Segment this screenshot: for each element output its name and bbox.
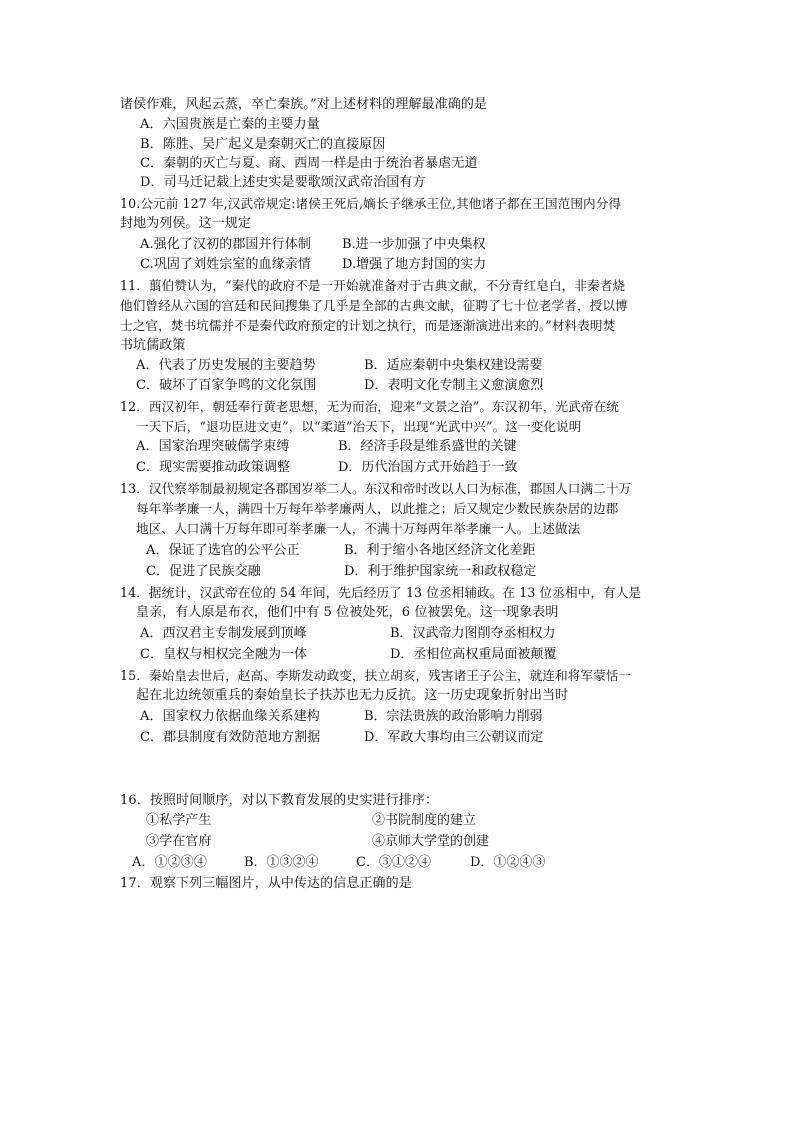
q12-option-d: D．历代治国方式开始趋于一致	[338, 460, 518, 475]
q9-option-c: C．秦朝的灭亡与夏、商、西周一样是由于统治者暴虐无道	[140, 156, 478, 171]
q11-stem-line2: 他们曾经从六国的宫廷和民间搜集了几乎是全部的古典文献，征聘了七十位老学者，授以博	[120, 298, 628, 313]
q14-option-c: C．皇权与相权完全融为一体	[140, 647, 308, 662]
q11-stem-line3: 士之官，焚书坑儒并不是秦代政府预定的计划之执行，而是逐渐演进出来的。”材料表明焚	[120, 318, 616, 333]
q10-option-c: C.巩固了刘姓宗室的血缘亲情	[140, 257, 312, 272]
q13-option-b: B．利于缩小各地区经济文化差距	[344, 543, 536, 558]
q11-stem-line4: 书坑儒政策	[120, 338, 186, 353]
q13-option-d: D．利于维护国家统一和政权稳定	[344, 564, 537, 579]
q11-option-d: D．表明文化专制主义愈演愈烈	[364, 378, 544, 393]
q16-item-3: ③学在官府	[146, 834, 212, 849]
q15-option-b: B．宗法贵族的政治影响力削弱	[364, 709, 543, 724]
q10-option-b: B.进一步加强了中央集权	[342, 237, 486, 252]
q16-option-c: C．③①②④	[356, 855, 431, 870]
q10-option-d: D.增强了地方封国的实力	[342, 257, 487, 272]
q16-option-d: D．①②④③	[470, 855, 546, 870]
q9-stem-tail: 诸侯作难，风起云蒸，卒亡秦族。”对上述材料的理解最准确的是	[120, 97, 488, 112]
q16-stem-line1: 16．按照时间顺序，对以下教育发展的史实进行排序：	[120, 793, 439, 808]
q11-option-a: A．代表了历史发展的主要趋势	[136, 358, 316, 373]
q13-stem-line2: 每年举孝廉一人，满四十万每年举孝廉两人，以此推之；后又规定少数民族杂居的边郡	[136, 501, 619, 516]
q12-option-c: C．现实需要推动政策调整	[136, 460, 291, 475]
q14-option-d: D．丞相位高权重局面被颠覆	[390, 647, 557, 662]
q16-item-1: ①私学产生	[146, 813, 212, 828]
q16-item-4: ④京师大学堂的创建	[372, 834, 490, 849]
q15-option-d: D．军政大事均由三公朝议而定	[364, 730, 544, 745]
q13-option-a: A．保证了选官的公平公正	[146, 543, 300, 558]
q10-stem-line2: 封地为列侯。这一规定	[120, 216, 252, 231]
q16-item-2: ②书院制度的建立	[372, 813, 477, 828]
q13-stem-line1: 13．汉代察举制最初规定各郡国岁举二人。东汉和帝时改以人口为标准，郡国人口满二十万	[120, 481, 632, 496]
q13-stem-line3: 地区、人口满十万每年即可举孝廉一人，不满十万每两年举孝廉一人。上述做法	[136, 521, 581, 536]
q14-stem-line2: 皇亲，有人原是布衣，他们中有 5 位被处死，6 位被罢免。这一现象表明	[136, 605, 559, 620]
q14-option-a: A．西汉君主专制发展到顶峰	[140, 626, 307, 641]
q17-stem-line1: 17．观察下列三幅图片，从中传达的信息正确的是	[120, 876, 412, 891]
q10-option-a: A.强化了汉初的郡国并行体制	[140, 237, 311, 252]
q11-option-b: B．适应秦朝中央集权建设需要	[364, 358, 543, 373]
q15-stem-line2: 起在北边统领重兵的秦始皇长子扶苏也无力反抗。这一历史现象折射出当时	[136, 688, 569, 703]
q10-stem-line1: 10.公元前 127 年,汉武帝规定:诸侯王死后,嫡长子继承王位,其他诸子都在王国范围内分得	[120, 196, 622, 211]
q12-stem-line2: 一天下后，“退功臣进文吏”，以“柔道”治天下，出现“光武中兴”。这一变化说明	[136, 419, 582, 434]
q12-option-a: A．国家治理突破儒学束缚	[136, 439, 290, 454]
q16-option-b: B．①③②④	[244, 855, 319, 870]
q9-option-a: A．六国贵族是亡秦的主要力量	[140, 117, 320, 132]
q13-option-c: C．促进了民族交融	[146, 564, 261, 579]
q16-option-a: A．①②③④	[132, 855, 207, 870]
q14-option-b: B．汉武帝力图削夺丞相权力	[390, 626, 556, 641]
q12-option-b: B．经济手段是维系盛世的关键	[338, 439, 517, 454]
q15-option-a: A．国家权力依据血缘关系建构	[140, 709, 320, 724]
q15-option-c: C．郡县制度有效防范地方割据	[140, 730, 321, 745]
q11-stem-line1: 11．翦伯赞认为，“秦代的政府不是一开始就准备对于古典文献，不分青红皂白，非秦者烧	[120, 278, 626, 293]
q11-option-c: C．破坏了百家争鸣的文化氛围	[136, 378, 317, 393]
q15-stem-line1: 15．秦始皇去世后，赵高、李斯发动政变，扶立胡亥，残害诸王子公主，就连和将军蒙恬一	[120, 668, 632, 683]
q9-option-d: D．司马迁记载上述史实是要歌颂汉武帝治国有方	[140, 175, 426, 190]
q9-option-b: B．陈胜、吴广起义是秦朝灭亡的直接原因	[140, 137, 386, 152]
q14-stem-line1: 14．据统计，汉武帝在位的 54 年间，先后经历了 13 位丞相辅政。在 13 位丞相中，有人是	[120, 585, 642, 600]
q12-stem-line1: 12．西汉初年，朝廷奉行黄老思想，无为而治，迎来“文景之治”。东汉初年，光武帝在统	[120, 399, 619, 414]
